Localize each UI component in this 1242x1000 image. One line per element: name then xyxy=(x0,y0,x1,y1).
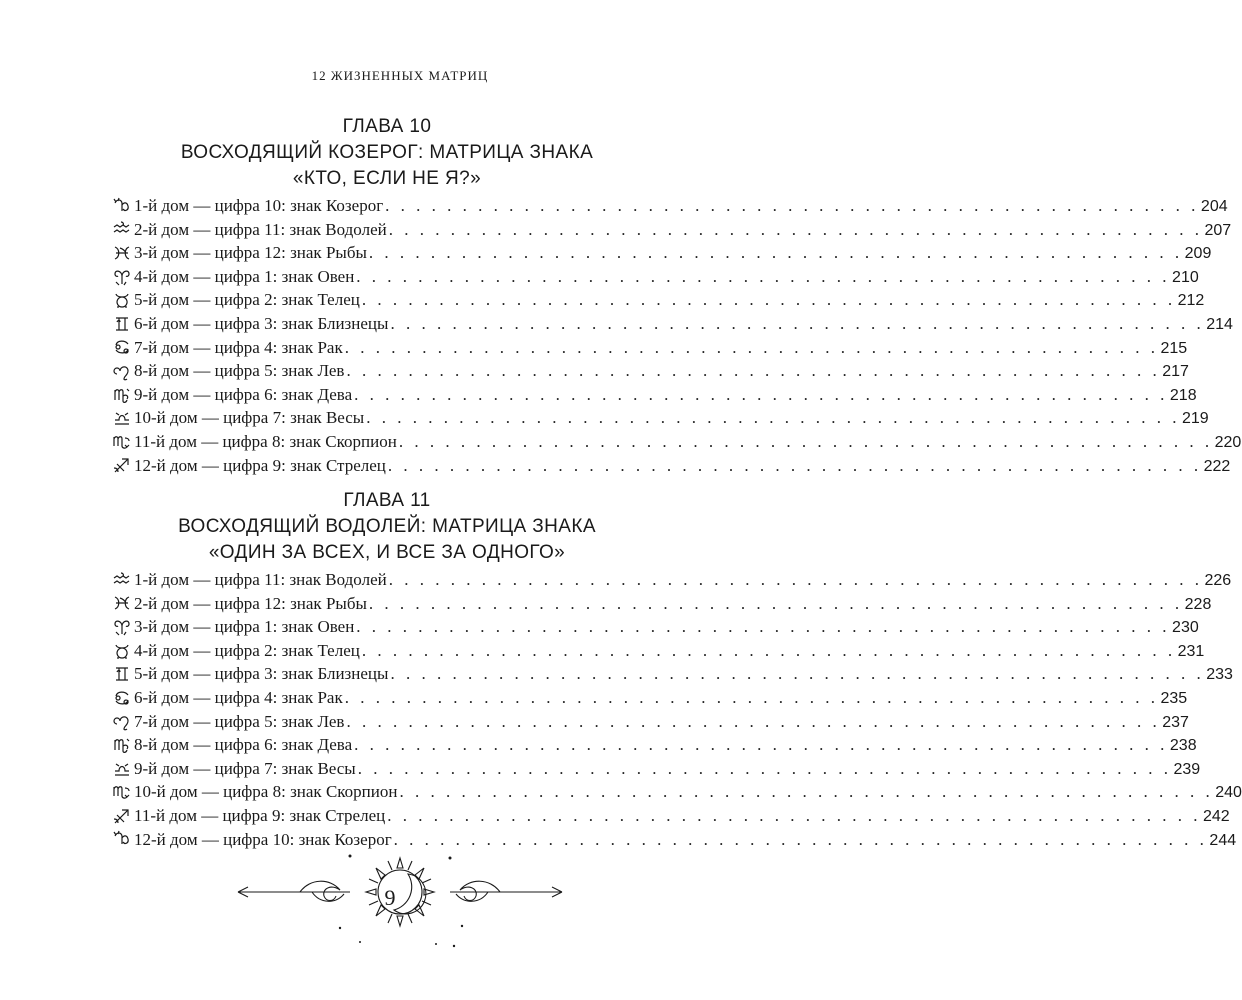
leader-dots: . . . . . . . . . . . . . . . . . . . . . . . . . . . . . . . . . . . . . . . . . . . . . . . . . . . . . xyxy=(368,593,1183,613)
toc-entry[interactable] xyxy=(112,662,1233,686)
running-head: 12 ЖИЗНЕННЫХ МАТРИЦ xyxy=(311,68,489,83)
scorpio-icon xyxy=(112,433,132,451)
toc-entry[interactable] xyxy=(112,430,1242,454)
gemini-icon xyxy=(112,665,132,683)
toc-list xyxy=(112,568,1242,851)
pisces-icon xyxy=(112,244,132,262)
aries-icon xyxy=(112,618,132,636)
toc-entry[interactable] xyxy=(112,288,1205,312)
taurus-icon xyxy=(112,291,132,309)
toc-entry[interactable] xyxy=(112,710,1189,734)
toc-entry-page: 237 xyxy=(1162,713,1189,731)
toc-entry-title: 3-й дом — цифра 1: знак Овен xyxy=(134,617,355,637)
toc-entry-title: 7-й дом — цифра 5: знак Лев xyxy=(134,711,345,731)
toc-entry[interactable] xyxy=(112,733,1197,757)
toc-entry-title: 10-й дом — цифра 8: знак Скорпион xyxy=(134,782,398,802)
leo-icon xyxy=(112,712,132,730)
chapter-title-line-2: «ОДИН ЗА ВСЕХ, И ВСЕ ЗА ОДНОГО» xyxy=(208,542,566,563)
toc-entry-title: 12-й дом — цифра 10: знак Козерог xyxy=(134,829,392,849)
toc-entry-title: 11-й дом — цифра 9: знак Стрелец xyxy=(134,805,386,825)
toc-entry-page: 231 xyxy=(1177,642,1205,660)
leader-dots: . . . . . . . . . . . . . . . . . . . . . . . . . . . . . . . . . . . . . . . . . . . . . . . . . . . . . xyxy=(346,361,1161,381)
toc-entry[interactable] xyxy=(112,757,1201,781)
chapter-11 xyxy=(112,488,1242,851)
toc-entry-title: 4-й дом — цифра 1: знак Овен xyxy=(134,266,355,286)
toc-entry[interactable] xyxy=(112,686,1188,710)
leader-dots: . . . . . . . . . . . . . . . . . . . . . . . . . . . . . . . . . . . . . . . . . . . . . . . . . . . . . xyxy=(366,408,1180,428)
toc-entry-title: 12-й дом — цифра 9: знак Стрелец xyxy=(134,455,386,475)
leader-dots: . . . . . . . . . . . . . . . . . . . . . . . . . . . . . . . . . . . . . . . . . . . . . . . . . . . . . xyxy=(393,829,1208,849)
leader-dots: . . . . . . . . . . . . . . . . . . . . . . . . . . . . . . . . . . . . . . . . . . . . . . . . . . . . . xyxy=(354,735,1168,755)
toc-entry-page: 233 xyxy=(1206,666,1233,684)
toc-entry-page: 210 xyxy=(1172,268,1199,286)
toc-entry-page: 244 xyxy=(1209,831,1237,849)
leader-dots: . . . . . . . . . . . . . . . . . . . . . . . . . . . . . . . . . . . . . . . . . . . . . . . . . . . . . xyxy=(368,243,1183,263)
libra-icon xyxy=(112,409,132,427)
toc-entry-page: 212 xyxy=(1177,292,1205,310)
toc-entry-page: 214 xyxy=(1206,315,1233,333)
toc-entry-title: 2-й дом — цифра 11: знак Водолей xyxy=(134,219,387,239)
cancer-icon xyxy=(112,689,132,707)
toc-entry-title: 10-й дом — цифра 7: знак Весы xyxy=(134,408,365,428)
aries-icon xyxy=(112,268,132,286)
leader-dots: . . . . . . . . . . . . . . . . . . . . . . . . . . . . . . . . . . . . . . . . . . . . . . . . . . . . . xyxy=(344,337,1159,357)
sagittarius-icon xyxy=(112,807,132,825)
cancer-icon xyxy=(112,338,132,356)
toc-entry-title: 9-й дом — цифра 7: знак Весы xyxy=(134,758,356,778)
scorpio-icon xyxy=(112,783,132,801)
pisces-icon xyxy=(112,594,132,612)
leader-dots: . . . . . . . . . . . . . . . . . . . . . . . . . . . . . . . . . . . . . . . . . . . . . . . . . . . . . xyxy=(344,687,1159,707)
toc-entry-title: 5-й дом — цифра 3: знак Близнецы xyxy=(134,664,389,684)
leader-dots: . . . . . . . . . . . . . . . . . . . . . . . . . . . . . . . . . . . . . . . . . . . . . . . . . . . . . xyxy=(398,431,1213,451)
toc-entry[interactable] xyxy=(112,804,1230,828)
toc-entry-page: 242 xyxy=(1202,807,1230,825)
toc-entry-page: 218 xyxy=(1169,386,1197,404)
leader-dots: . . . . . . . . . . . . . . . . . . . . . . . . . . . . . . . . . . . . . . . . . . . . . . . . . . . . . xyxy=(356,266,1171,286)
leader-dots: . . . . . . . . . . . . . . . . . . . . . . . . . . . . . . . . . . . . . . . . . . . . . . . . . . . . . xyxy=(388,570,1203,589)
toc-entry[interactable] xyxy=(112,615,1199,639)
libra-icon xyxy=(112,760,132,778)
chapter-number: ГЛАВА 10 xyxy=(342,116,432,137)
toc-entry[interactable] xyxy=(112,241,1212,265)
toc-entry[interactable] xyxy=(112,383,1197,407)
chapter-title-line-1: ВОСХОДЯЩИЙ ВОДОЛЕЙ: МАТРИЦА ЗНАКА xyxy=(178,516,596,537)
toc-entry-title: 11-й дом — цифра 8: знак Скорпион xyxy=(134,431,397,451)
capricorn-icon xyxy=(112,830,132,848)
toc-entry-page: 222 xyxy=(1203,457,1231,475)
toc-entry-title: 2-й дом — цифра 12: знак Рыбы xyxy=(134,593,367,613)
chapter-number: ГЛАВА 11 xyxy=(343,490,431,511)
leader-dots: . . . . . . . . . . . . . . . . . . . . . . . . . . . . . . . . . . . . . . . . . . . . . . . . . . . . . xyxy=(361,640,1176,660)
leader-dots: . . . . . . . . . . . . . . . . . . . . . . . . . . . . . . . . . . . . . . . . . . . . . . . . . . . . . xyxy=(387,455,1202,475)
capricorn-icon xyxy=(112,197,132,215)
toc-entry[interactable] xyxy=(112,336,1188,360)
toc-entry-title: 3-й дом — цифра 12: знак Рыбы xyxy=(134,243,367,263)
toc-entry-page: 240 xyxy=(1215,784,1242,802)
leader-dots: . . . . . . . . . . . . . . . . . . . . . . . . . . . . . . . . . . . . . . . . . . . . . . . . . . . . . xyxy=(356,617,1171,637)
toc-entry-page: 204 xyxy=(1200,198,1228,215)
virgo-icon xyxy=(112,736,132,754)
leader-dots: . . . . . . . . . . . . . . . . . . . . . . . . . . . . . . . . . . . . . . . . . . . . . . . . . . . . . xyxy=(385,196,1199,215)
toc-entry-page: 220 xyxy=(1214,433,1242,451)
taurus-icon xyxy=(112,642,132,660)
chapter-10 xyxy=(112,114,1242,477)
leader-dots: . . . . . . . . . . . . . . . . . . . . . . . . . . . . . . . . . . . . . . . . . . . . . . . . . . . . . xyxy=(390,664,1205,684)
toc-entry-page: 235 xyxy=(1160,689,1188,707)
virgo-icon xyxy=(112,386,132,404)
toc-entry-page: 217 xyxy=(1162,363,1189,381)
toc-entry-title: 7-й дом — цифра 4: знак Рак xyxy=(134,337,343,357)
toc-entry[interactable] xyxy=(112,406,1209,430)
toc-entry[interactable] xyxy=(112,194,1228,218)
toc-entry[interactable] xyxy=(112,265,1199,289)
toc-entry-title: 8-й дом — цифра 6: знак Дева xyxy=(134,735,353,755)
toc-entry-page: 228 xyxy=(1184,595,1212,613)
toc-entry-title: 1-й дом — цифра 11: знак Водолей xyxy=(134,570,387,589)
leader-dots: . . . . . . . . . . . . . . . . . . . . . . . . . . . . . . . . . . . . . . . . . . . . . . . . . . . . . xyxy=(390,313,1205,333)
toc-entry-page: 239 xyxy=(1173,760,1201,778)
toc-entry-title: 8-й дом — цифра 5: знак Лев xyxy=(134,361,345,381)
aquarius-icon xyxy=(112,571,132,589)
leader-dots: . . . . . . . . . . . . . . . . . . . . . . . . . . . . . . . . . . . . . . . . . . . . . . . . . . . . . xyxy=(346,711,1161,731)
toc-entry-page: 209 xyxy=(1184,245,1212,263)
toc-entry-page: 230 xyxy=(1172,619,1199,637)
toc-entry-page: 207 xyxy=(1204,221,1232,239)
toc-entry[interactable] xyxy=(112,568,1232,592)
toc-entry-title: 6-й дом — цифра 4: знак Рак xyxy=(134,687,343,707)
leo-icon xyxy=(112,362,132,380)
toc-entry-title: 9-й дом — цифра 6: знак Дева xyxy=(134,384,353,404)
toc-entry[interactable] xyxy=(112,639,1205,663)
sagittarius-icon xyxy=(112,456,132,474)
toc-list xyxy=(112,194,1242,477)
toc-entry-page: 219 xyxy=(1181,410,1209,428)
leader-dots: . . . . . . . . . . . . . . . . . . . . . . . . . . . . . . . . . . . . . . . . . . . . . . . . . . . . . xyxy=(357,758,1172,778)
chapter-title-line-2: «КТО, ЕСЛИ НЕ Я?» xyxy=(292,168,482,189)
toc-entry-title: 5-й дом — цифра 2: знак Телец xyxy=(134,290,360,310)
toc-entry-page: 215 xyxy=(1160,339,1188,357)
leader-dots: . . . . . . . . . . . . . . . . . . . . . . . . . . . . . . . . . . . . . . . . . . . . . . . . . . . . . xyxy=(388,219,1203,239)
toc-entry-title: 6-й дом — цифра 3: знак Близнецы xyxy=(134,313,389,333)
leader-dots: . . . . . . . . . . . . . . . . . . . . . . . . . . . . . . . . . . . . . . . . . . . . . . . . . . . . . xyxy=(354,384,1168,404)
toc-entry[interactable] xyxy=(112,218,1232,242)
leader-dots: . . . . . . . . . . . . . . . . . . . . . . . . . . . . . . . . . . . . . . . . . . . . . . . . . . . . . xyxy=(387,805,1201,825)
toc-entry-page: 226 xyxy=(1204,572,1232,589)
toc-entry[interactable] xyxy=(112,780,1242,804)
page-number: 9 xyxy=(384,885,396,910)
toc-entry[interactable] xyxy=(112,454,1231,478)
leader-dots: . . . . . . . . . . . . . . . . . . . . . . . . . . . . . . . . . . . . . . . . . . . . . . . . . . . . . xyxy=(399,782,1214,802)
leader-dots: . . . . . . . . . . . . . . . . . . . . . . . . . . . . . . . . . . . . . . . . . . . . . . . . . . . . . xyxy=(361,290,1176,310)
toc-entry-page: 238 xyxy=(1169,737,1197,755)
toc-entry-title: 4-й дом — цифра 2: знак Телец xyxy=(134,640,360,660)
toc-entry[interactable] xyxy=(112,312,1233,336)
toc-entry[interactable] xyxy=(112,359,1189,383)
chapter-title-line-1: ВОСХОДЯЩИЙ КОЗЕРОГ: МАТРИЦА ЗНАКА xyxy=(180,142,594,163)
gemini-icon xyxy=(112,315,132,333)
toc-entry-title: 1-й дом — цифра 10: знак Козерог xyxy=(134,196,384,215)
toc-entry[interactable] xyxy=(112,592,1212,616)
aquarius-icon xyxy=(112,220,132,238)
